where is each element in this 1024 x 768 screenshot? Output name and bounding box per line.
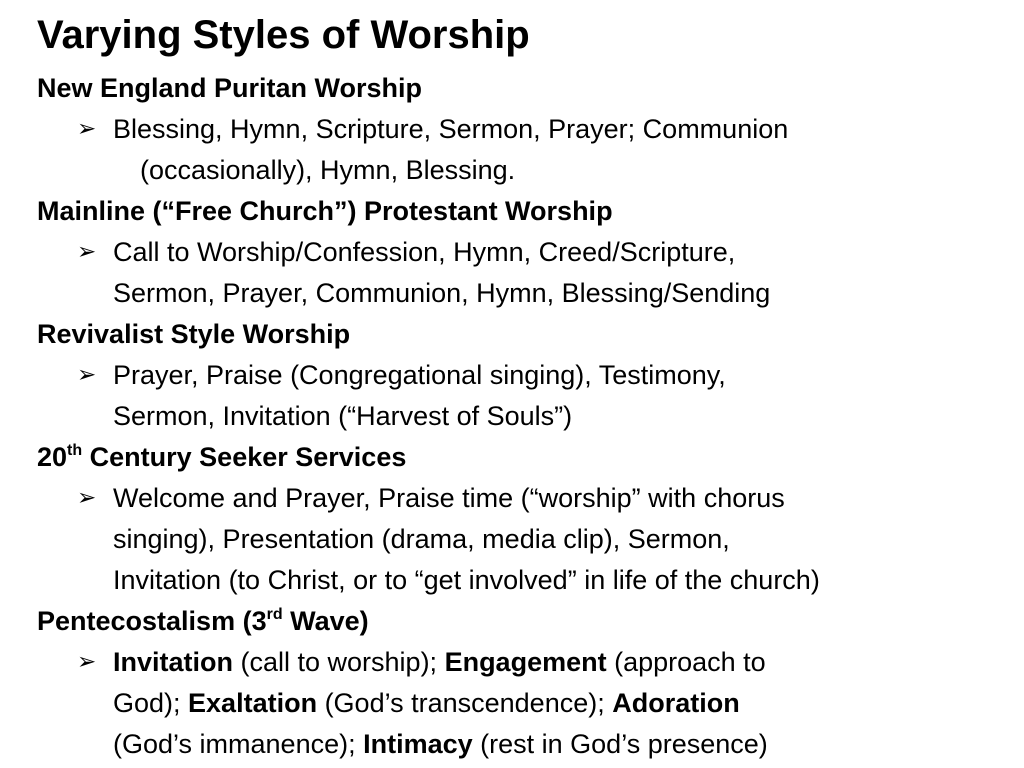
bullet-line: Invitation (to Christ, or to “get involved” in life of the church)	[113, 565, 820, 595]
slide-title: Varying Styles of Worship	[37, 13, 530, 57]
term-prefix: (God’s immanence);	[113, 729, 364, 759]
arrow-bullet-icon: ➢	[77, 485, 97, 511]
heading-text: Century Seeker Services	[82, 442, 407, 472]
bullet-line	[113, 642, 1017, 683]
bullet-line: Sermon, Prayer, Communion, Hymn, Blessing/Sending	[113, 278, 771, 308]
bullet-line	[113, 724, 1017, 765]
term-description: (God’s transcendence);	[317, 688, 613, 718]
bullet-item	[37, 355, 1017, 437]
arrow-bullet-icon: ➢	[77, 362, 97, 388]
heading-text: Pentecostalism (3	[37, 606, 267, 636]
heading-superscript: th	[67, 442, 83, 459]
slide-content	[37, 68, 1017, 765]
heading-text: Wave)	[282, 606, 369, 636]
arrow-bullet-icon: ➢	[77, 116, 97, 142]
section-heading-revivalist: Revivalist Style Worship	[37, 319, 351, 349]
term-description: (call to worship);	[233, 647, 445, 677]
section-heading-puritan: New England Puritan Worship	[37, 73, 423, 103]
term-intimacy: Intimacy	[363, 729, 473, 759]
bullet-line: Blessing, Hymn, Scripture, Sermon, Prayer; Communion	[113, 114, 789, 144]
heading-superscript: rd	[266, 606, 283, 623]
bullet-line: (occasionally), Hymn, Blessing.	[140, 155, 516, 185]
term-invitation: Invitation	[113, 647, 233, 677]
bullet-item	[37, 642, 1017, 765]
bullet-line: Sermon, Invitation (“Harvest of Souls”)	[113, 401, 573, 431]
section-heading-mainline: Mainline (“Free Church”) Protestant Worship	[37, 196, 613, 226]
bullet-line: Call to Worship/Confession, Hymn, Creed/Scripture,	[113, 237, 736, 267]
term-description: (rest in God’s presence)	[472, 729, 768, 759]
arrow-bullet-icon: ➢	[77, 649, 97, 675]
arrow-bullet-icon: ➢	[77, 239, 97, 265]
term-adoration: Adoration	[612, 688, 740, 718]
term-exaltation: Exaltation	[188, 688, 318, 718]
term-prefix: God);	[113, 688, 189, 718]
bullet-line: singing), Presentation (drama, media clip), Sermon,	[113, 524, 730, 554]
bullet-line: Prayer, Praise (Congregational singing), Testimony,	[113, 360, 726, 390]
bullet-line: Welcome and Prayer, Praise time (“worship” with chorus	[113, 483, 785, 513]
term-engagement: Engagement	[444, 647, 607, 677]
bullet-item	[37, 109, 1017, 191]
term-description: (approach to	[606, 647, 766, 677]
section-heading-seeker	[37, 437, 1017, 478]
bullet-line	[113, 683, 1017, 724]
bullet-item	[37, 232, 1017, 314]
section-heading-pentecostalism	[37, 601, 1017, 642]
bullet-item	[37, 478, 1017, 601]
heading-text: 20	[37, 442, 68, 472]
